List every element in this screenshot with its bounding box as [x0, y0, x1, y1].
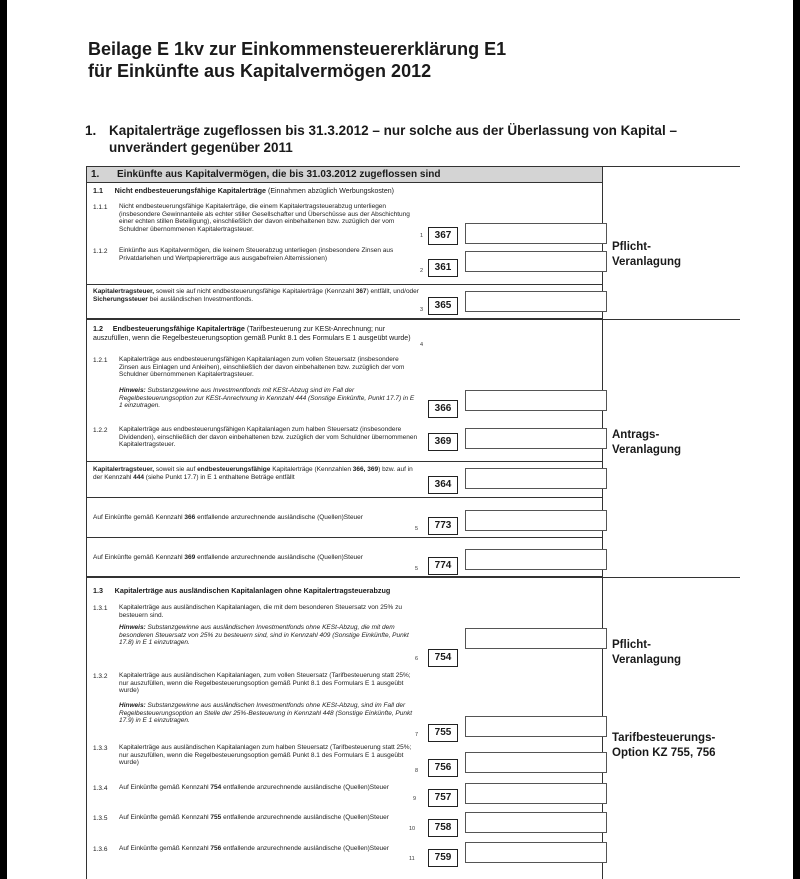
input-774[interactable]: [465, 549, 607, 570]
code-757: 757: [428, 789, 458, 807]
input-369[interactable]: [465, 428, 607, 449]
row-755-description: Kapitalerträge aus ausländischen Kapitalanlagen, zum vollen Steuersatz (Tarifbesteuerung statt 25%; nur auszufüllen, wenn die Regelbesteuerungsoption gemäß Punkt 8.1 des Formulars E 1 ausgeübt wurde): [119, 672, 411, 695]
code-365: 365: [428, 297, 458, 315]
row-number: 1.3.3: [93, 745, 108, 752]
row-index: 1: [420, 233, 424, 239]
row-number: 1.3.5: [93, 815, 108, 822]
row-index: 9: [413, 796, 417, 802]
subsection-1-1-note: (Einnahmen abzüglich Werbungskosten): [268, 188, 394, 195]
row-756-description: Kapitalerträge aus ausländischen Kapitalanlagen zum halben Steuersatz (Tarifbesteuerung statt 25%; nur auszufüllen, wenn die Regelbesteuerungsoption gemäß Punkt 8.1 des Formulars E 1 ausgeübt wurde): [119, 744, 412, 767]
code-759: 759: [428, 849, 458, 867]
form-page: [7, 0, 793, 879]
row-369-description: Kapitalerträge aus endbesteuerungsfähigen Kapitalanlagen zum halben Steuersatz (insbesondere Dividenden), einschließlich der davon einbehaltenen bzw. zuzüglich der vom Schuldner übernommenen Kapitalertragsteuer.: [119, 426, 418, 449]
income-box-1-3: [86, 577, 603, 879]
input-361[interactable]: [465, 251, 607, 272]
row-index: 11: [409, 856, 415, 862]
row-365: [87, 284, 602, 320]
row-index: 6: [415, 656, 419, 662]
input-366[interactable]: [465, 390, 607, 411]
code-755: 755: [428, 724, 458, 742]
row-number: 1.2.1: [93, 357, 108, 364]
divider-2: [602, 577, 740, 578]
box-header: [87, 167, 602, 183]
row-index: 5: [415, 566, 419, 572]
section-heading-line-2: unverändert gegenüber 2011: [109, 140, 293, 155]
row-index: 3: [420, 307, 424, 313]
row-number: 1.1.1: [93, 204, 108, 211]
input-757[interactable]: [465, 783, 607, 804]
input-759[interactable]: [465, 842, 607, 863]
input-758[interactable]: [465, 812, 607, 833]
input-367[interactable]: [465, 223, 607, 244]
code-754: 754: [428, 649, 458, 667]
code-361: 361: [428, 259, 458, 277]
row-366-description: Kapitalerträge aus endbesteuerungsfähigen Kapitalanlagen zum vollen Steuersatz (insbesondere Zinsen aus Einlagen und Anleihen), einschließlich der davon einbehaltenen bzw. zuzüglich der vom Schuldner übernommenen Kapitalertragsteuer.: [119, 356, 405, 379]
income-box-1-1: [86, 166, 603, 319]
box-header-text: Einkünfte aus Kapitalvermögen, die bis 31.03.2012 zugeflossen sind: [117, 169, 441, 180]
input-754[interactable]: [465, 628, 607, 649]
title-line-2: für Einkünfte aus Kapitalvermögen 2012: [88, 61, 432, 81]
side-label-pflicht-2: Pflicht- Veranlagung: [612, 639, 682, 666]
section-heading: [85, 122, 725, 156]
code-364: 364: [428, 476, 458, 494]
document-title: [88, 38, 688, 82]
row-757-description: Auf Einkünfte gemäß Kennzahl 754 entfallende anzurechnende ausländische (Quellen)Steuer: [119, 784, 389, 791]
row-index: 8: [415, 768, 419, 774]
row-361-description: Einkünfte aus Kapitalvermögen, die keinem Steuerabzug unterliegen (insbesondere Zinsen aus Privatdarlehen und Wertpapiererträge aus ausgabefreien Altemissionen): [119, 247, 394, 262]
subsection-1-3-heading: 1.3 Kapitalerträge aus ausländischen Kapitalanlagen ohne Kapitalertragsteuerabzug: [93, 586, 391, 595]
section-heading-line-1: Kapitalerträge zugeflossen bis 31.3.2012 – nur solche aus der Überlassung von Kapital –: [109, 123, 677, 138]
row-index: 7: [415, 732, 419, 738]
row-number: 1.2.2: [93, 427, 108, 434]
input-755[interactable]: [465, 716, 607, 737]
code-367: 367: [428, 227, 458, 245]
side-label-pflicht-1: Pflicht- Veranlagung: [612, 241, 682, 268]
row-774: [87, 537, 602, 578]
row-773-description: Auf Einkünfte gemäß Kennzahl 366 entfallende anzurechnende ausländische (Quellen)Steuer: [93, 514, 363, 521]
row-755-hint: Hinweis: Substanzgewinne aus ausländischen Investmentfonds ohne KESt-Abzug, sind im Fall der Regelbesteuerungsoption an Stelle der 25%-Besteuerung in Kennzahl 448 (Sonstige Einkünfte, Punkt 17.9) in E 1 einzutragen.: [119, 702, 413, 725]
code-758: 758: [428, 819, 458, 837]
row-index: 10: [409, 826, 416, 832]
input-756[interactable]: [465, 752, 607, 773]
row-774-description: Auf Einkünfte gemäß Kennzahl 369 entfallende anzurechnende ausländische (Quellen)Steuer: [93, 554, 363, 561]
code-773: 773: [428, 517, 458, 535]
row-365-description: Kapitalertragsteuer, soweit sie auf nicht endbesteuerungsfähige Kapitalerträge (Kennzahl 367) entfällt, und/oder Sicherungssteuer bei ausländischen Investmentfonds.: [93, 288, 419, 303]
divider-top: [602, 166, 740, 167]
subsection-1-2-heading: 1.2 Endbesteuerungsfähige Kapitalerträge (Tarifbesteuerung zur KESt-Anrechnung; nur auszufüllen, wenn die Regelbesteuerungsoption gemäß Punkt 8.1 des Formulars E 1 ausgeübt wurde): [93, 324, 411, 342]
row-366-hint: Hinweis: Substanzgewinne aus Investmentfonds mit KESt-Abzug sind im Fall der Regelbesteuerungsoption zur KESt-Anrechnung in Kennzahl 444 (Sonstige Einkünfte, Punkt 17.7) in E 1 einzutragen.: [119, 387, 415, 410]
row-758-description: Auf Einkünfte gemäß Kennzahl 755 entfallende anzurechnende ausländische (Quellen)Steuer: [119, 814, 389, 821]
row-number: 1.3.2: [93, 673, 108, 680]
code-366: 366: [428, 400, 458, 418]
row-773: [87, 497, 602, 537]
input-365[interactable]: [465, 291, 607, 312]
subsection-1-1-heading: [93, 186, 394, 196]
side-label-antrags: Antrags- Veranlagung: [612, 429, 682, 456]
row-754-hint: Hinweis: Substanzgewinne aus ausländischen Investmentfonds ohne KESt-Abzug, die mit dem besonderen Steuersatz von 25% zu besteuern sind, sind in Kennzahl 409 (Sonstige Einkünfte, Punkt 17.8) in E 1 einzutragen.: [119, 624, 409, 647]
subsection-1-1-title: Nicht endbesteuerungsfähige Kapitalerträge: [114, 186, 267, 195]
row-367-description: Nicht endbesteuerungsfähige Kapitalerträge, die einem Kapitalertragsteuerabzug unterliegen (insbesondere Gewinnanteile als echter stiller Gesellschafter und Überschüsse aus der Abschichtung einer echten stillen Beteiligung), einschließlich der davon einbehaltenen bzw. zuzüglich der vom Schuldner übernommenen Kapitalertragsteuer.: [119, 203, 410, 233]
row-index: 2: [420, 268, 424, 274]
code-369: 369: [428, 433, 458, 451]
row-number: 1.3.4: [93, 785, 108, 792]
row-index: 5: [415, 526, 419, 532]
row-364-description: Kapitalertragsteuer, soweit sie auf endbesteuerungsfähige Kapitalerträge (Kennzahlen 366, 369) bzw. auf in der Kennzahl 444 (siehe Punkt 17.7) in E 1 enthaltene Beträge entfällt: [93, 466, 413, 481]
row-index: 4: [420, 342, 424, 348]
row-number: 1.1.2: [93, 248, 108, 255]
code-756: 756: [428, 759, 458, 777]
row-364: [87, 461, 602, 497]
title-line-1: Beilage E 1kv zur Einkommensteuererklärung E1: [88, 39, 507, 59]
input-364[interactable]: [465, 468, 607, 489]
input-773[interactable]: [465, 510, 607, 531]
section-number: 1.: [85, 123, 97, 138]
box-header-number: 1.: [91, 169, 100, 180]
subsection-1-1-number: 1.1: [93, 186, 103, 195]
divider-1: [602, 319, 740, 320]
row-number: 1.3.1: [93, 605, 108, 612]
income-box-1-2: [86, 319, 603, 577]
row-759-description: Auf Einkünfte gemäß Kennzahl 756 entfallende anzurechnende ausländische (Quellen)Steuer: [119, 845, 389, 852]
row-754-description: Kapitalerträge aus ausländischen Kapitalanlagen, die mit dem besonderen Steuersatz von 25% zu besteuern sind.: [119, 604, 402, 619]
side-label-tarifbesteuerung: Tarifbesteuerungs- Option KZ 755, 756: [612, 732, 716, 759]
code-774: 774: [428, 557, 458, 575]
row-number: 1.3.6: [93, 846, 108, 853]
